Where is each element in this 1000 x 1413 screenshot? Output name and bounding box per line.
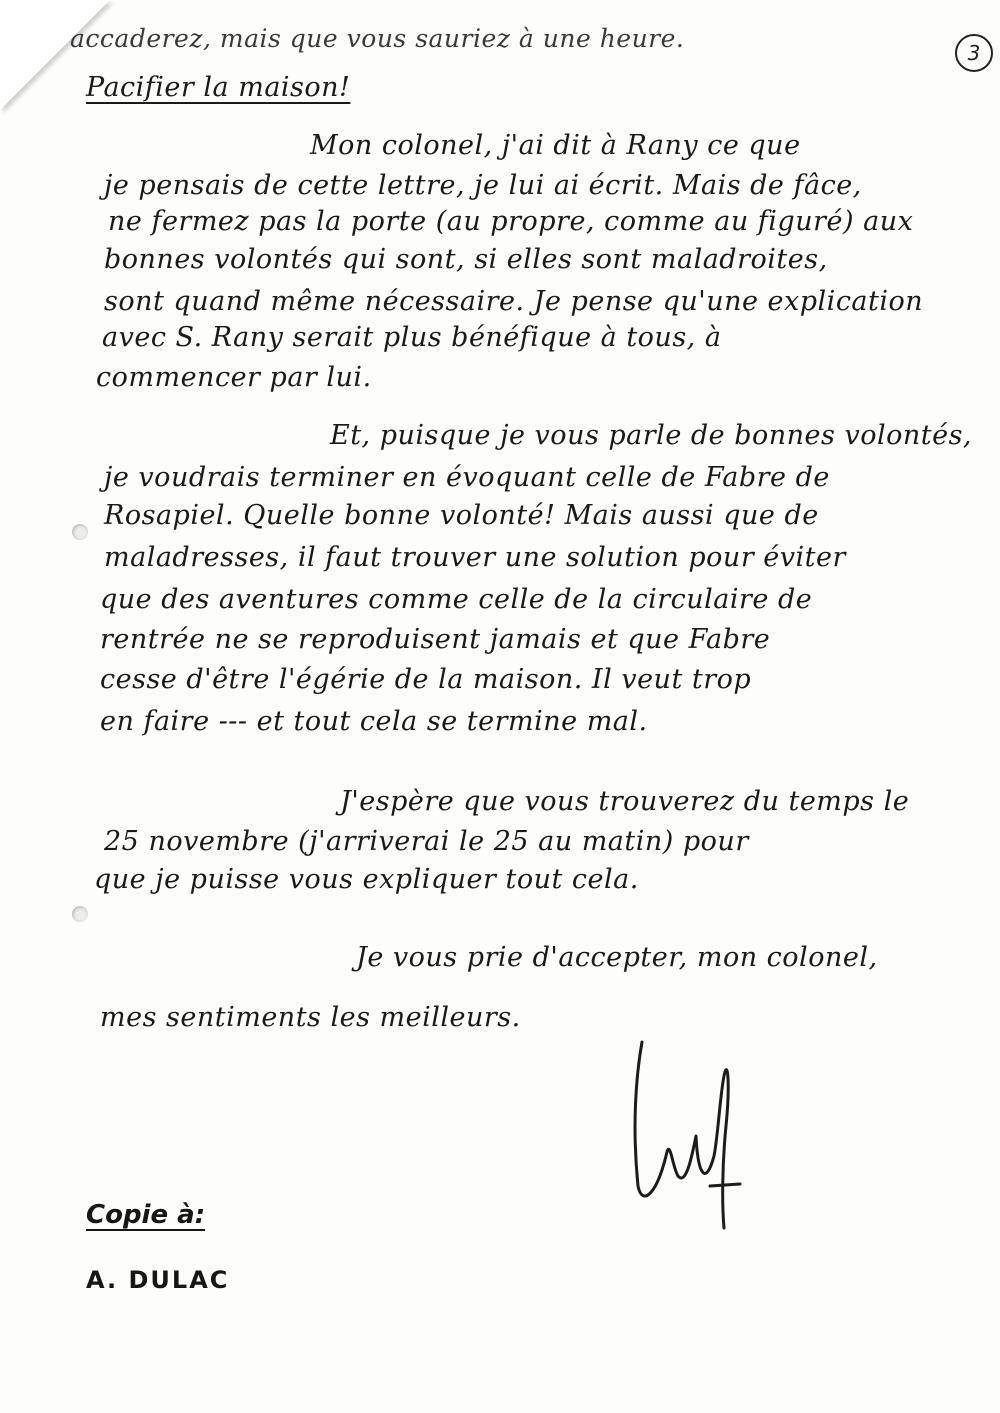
letter-line: Et, puisque je vous parle de bonnes volontés, xyxy=(330,420,973,451)
letter-line: bonnes volontés qui sont, si elles sont maladroites, xyxy=(104,244,828,275)
letter-line: maladresses, il faut trouver une solution pour éviter xyxy=(104,542,846,573)
letter-line: que je puisse vous expliquer tout cela. xyxy=(94,864,639,895)
letter-line: Pacifier la maison! xyxy=(86,72,351,103)
letter-line: avec S. Rany serait plus bénéfique à tous, à xyxy=(102,322,722,353)
letter-line: Rosapiel. Quelle bonne volonté! Mais aussi que de xyxy=(104,500,819,531)
letter-line: que des aventures comme celle de la circulaire de xyxy=(100,584,813,615)
letter-line: sont quand même nécessaire. Je pense qu'une explication xyxy=(104,286,924,317)
letter-line: mes sentiments les meilleurs. xyxy=(100,1002,521,1033)
letter-line: je pensais de cette lettre, je lui ai écrit. Mais de fâce, xyxy=(104,170,862,201)
letter-line: accaderez, mais que vous sauriez à une heure. xyxy=(70,24,685,53)
letter-line: rentrée ne se reproduisent jamais et que Fabre xyxy=(100,624,771,655)
letter-line: je voudrais terminer en évoquant celle de Fabre de xyxy=(104,462,830,493)
copy-label: Copie à: xyxy=(86,1200,206,1230)
letter-line: commencer par lui. xyxy=(96,362,372,393)
punch-hole xyxy=(72,524,88,540)
copy-recipient: A. DULAC xyxy=(86,1266,230,1294)
letter-line: cesse d'être l'égérie de la maison. Il veut trop xyxy=(100,664,752,695)
letter-line: Je vous prie d'accepter, mon colonel, xyxy=(356,942,878,973)
letter-line: Mon colonel, j'ai dit à Rany ce que xyxy=(310,130,801,161)
letter-line: ne fermez pas la porte (au propre, comme au figuré) aux xyxy=(108,206,914,237)
page-number: 3 xyxy=(955,34,993,72)
letter-line: 25 novembre (j'arriverai le 25 au matin) pour xyxy=(104,826,749,857)
signature xyxy=(626,1036,756,1236)
punch-hole xyxy=(72,906,88,922)
letter-line: en faire --- et tout cela se termine mal. xyxy=(100,706,648,737)
letter-line: J'espère que vous trouverez du temps le xyxy=(340,786,910,817)
